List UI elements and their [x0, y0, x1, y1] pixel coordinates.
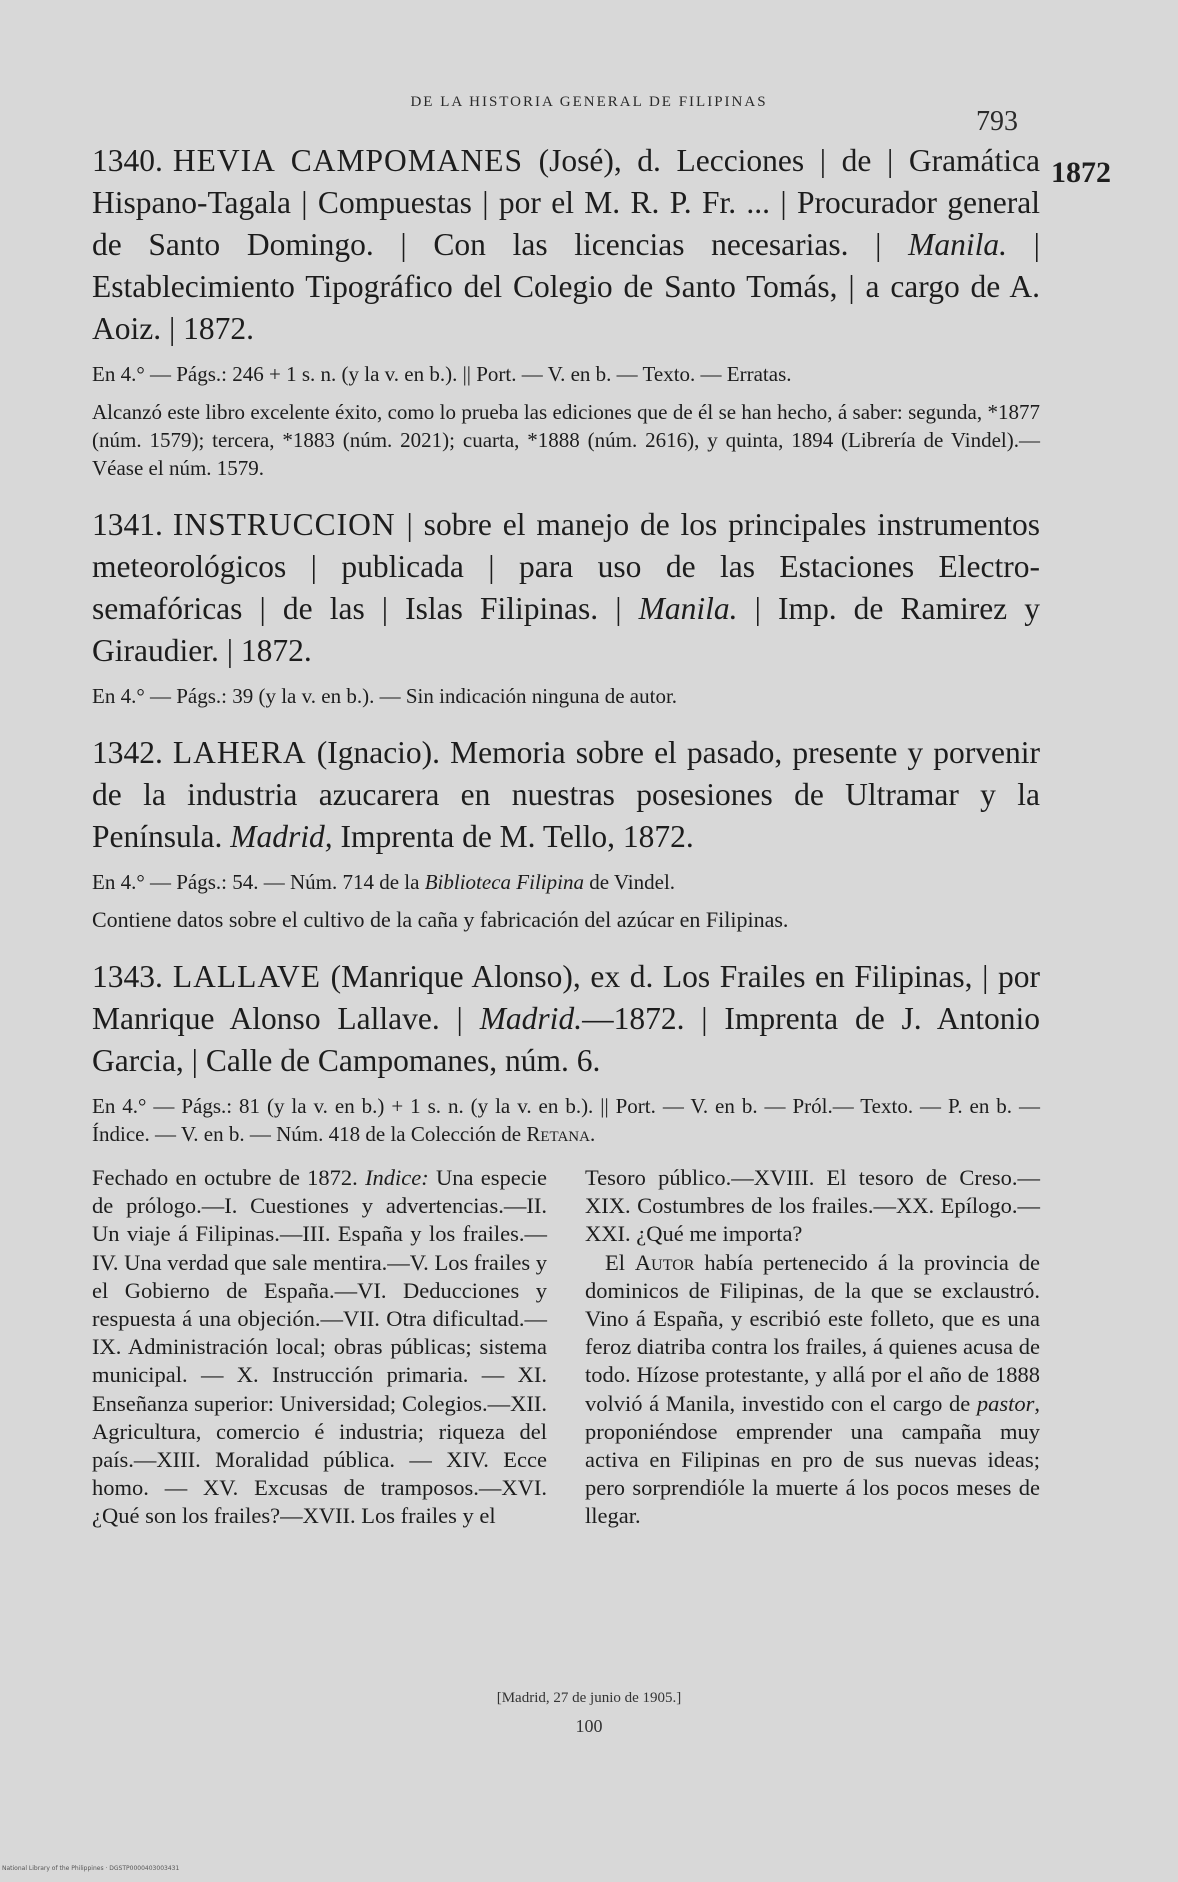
entry-heading: [92, 504, 1040, 672]
entry-1343: [92, 956, 1040, 1531]
entry-title: | sobre el manejo de los principales instrumentos meteorológicos | publicada | para uso de las Estaciones Electro-semafóricas | de las | Islas Filipinas. |: [92, 507, 1040, 626]
entry-author: LALLAVE: [172, 959, 322, 994]
entry-number: 1343.: [92, 959, 163, 994]
right-text-end: , proponiéndose emprender una campaña muy activa en Filipinas en pro de sus nuevas ideas; pero sorprendióle la muerte á los pocos meses de llegar.: [585, 1390, 1040, 1529]
entry-title: (Manrique Alonso), ex d. Los Frailes en Filipinas, | por Manrique Alonso Lallave. |: [92, 959, 1040, 1036]
entry-note: Contiene datos sobre el cultivo de la caña y fabricación del azúcar en Filipinas.: [92, 907, 789, 932]
running-title: DE LA HISTORIA GENERAL DE FILIPINAS: [410, 94, 768, 110]
entry-author: INSTRUCCION: [172, 507, 396, 542]
library-stamp: National Library of the Philippines · DGSTP0000403003431: [2, 1865, 180, 1872]
left-text-italic: Indice:: [365, 1165, 429, 1190]
imprint-line: [Madrid, 27 de junio de 1905.]: [496, 1690, 682, 1706]
entry-1341: [92, 504, 1040, 710]
signature-mark: 100: [575, 1716, 603, 1736]
entry-place: Madrid,: [230, 819, 333, 854]
entry-heading: [92, 732, 1040, 858]
description-text: En 4.° — Págs.: 54. — Núm. 714 de la: [92, 870, 425, 894]
description-text-end: de Vindel.: [583, 870, 676, 894]
right-column-para-2: [585, 1249, 1040, 1531]
left-column: [92, 1164, 547, 1531]
margin-year: 1872: [1051, 156, 1111, 189]
entry-rest: | Imp. de Ramirez y Giraudier. | 1872.: [92, 591, 1040, 668]
entry-title: (José), d. Lecciones | de | Gramática Hispano-Tagala | Compuestas | por el M. R. P. Fr. ... | Procurador general de Santo Domingo. | Con las licencias necesarias. |: [92, 143, 1041, 262]
right-column-para-1: Tesoro público.—XVIII. El tesoro de Creso.—XIX. Costumbres de los frailes.—XX. Epílogo.—XXI. ¿Qué me importa?: [585, 1165, 1040, 1247]
entry-place: Manila.: [908, 227, 1007, 262]
page-number: 793: [976, 106, 1018, 137]
entry-1340: [92, 140, 1040, 482]
entry-description: En 4.° — Págs.: 39 (y la v. en b.). — Sin indicación ninguna de autor.: [92, 684, 678, 708]
right-column: [585, 1164, 1040, 1531]
entries-list: [92, 140, 1040, 1553]
entry-note: Alcanzó este libro excelente éxito, como lo prueba las ediciones que de él se han hecho, á saber: segunda, *1877 (núm. 1579); tercera, *1883 (núm. 2021); cuarta, *1888 (núm. 2616), y quinta, 1894 (Librería de Vindel).—Véase el núm. 1579.: [92, 400, 1040, 480]
entry-rest: Imprenta de M. Tello, 1872.: [332, 819, 694, 854]
entry-number: 1341.: [92, 507, 163, 542]
right-text-start: El: [605, 1249, 635, 1275]
left-column-text: [92, 1164, 547, 1531]
description-smallcaps: Retana.: [526, 1122, 596, 1146]
two-column-notes: [92, 1164, 1040, 1531]
left-text-start: Fechado en octubre de 1872.: [92, 1165, 366, 1190]
entry-title: (Ignacio). Memoria sobre el pasado, presente y porvenir de la industria azucarera en nuestras posesiones de Ultramar y la Península.: [92, 735, 1040, 854]
description-italic: Biblioteca Filipina: [424, 870, 584, 894]
right-text-smallcaps: Autor: [634, 1249, 695, 1275]
entry-description: [92, 1092, 1040, 1148]
entry-heading: [92, 140, 1040, 350]
entry-place: Manila.: [638, 591, 738, 626]
entry-author: HEVIA CAMPOMANES: [172, 143, 523, 178]
entry-number: 1340.: [92, 143, 163, 178]
left-text-body: Una especie de prólogo.—I. Cuestiones y advertencias.—II. Un viaje á Filipinas.—III. España y los frailes.—IV. Una verdad que sale mentira.—V. Los frailes y el Gobierno de España.—VI. Deducciones y respuesta á una objeción.—VII. Otra dificultad.—IX. Administración local; obras públicas; sistema municipal. — X. Instrucción primaria. — XI. Enseñanza superior: Universidad; Colegios.—XII. Agricultura, comercio é industria; riqueza del país.—XIII. Moralidad pública. — XIV. Ecce homo. — XV. Excusas de tramposos.—XVI. ¿Qué son los frailes?—XVII. Los frailes y el: [92, 1165, 547, 1529]
entry-description: [92, 868, 1040, 896]
entry-1342: [92, 732, 1040, 934]
entry-heading: [92, 956, 1040, 1082]
description-text: En 4.° — Págs.: 81 (y la v. en b.) + 1 s. n. (y la v. en b.). || Port. — V. en b. — Pról.— Texto. — P. en b. — Índice. — V. en b. — Núm. 418 de la Colección de: [92, 1094, 1040, 1146]
entry-place: Madrid.: [479, 1001, 583, 1036]
entry-rest: —1872. | Imprenta de J. Antonio Garcia, | Calle de Campomanes, núm. 6.: [92, 1001, 1040, 1078]
right-text-italic: pastor: [976, 1390, 1035, 1416]
entry-author: LAHERA: [172, 735, 307, 770]
entry-description: En 4.° — Págs.: 246 + 1 s. n. (y la v. en b.). || Port. — V. en b. — Texto. — Erratas.: [92, 362, 792, 386]
right-text-body: había pertenecido á la provincia de dominicos de Filipinas, de la que se exclaustró. Vino á España, y escribió este folleto, que es una feroz diatriba contra los frailes, á quienes acusa de todo. Hízose protestante, y allá por el año de 1888 volvió á Manila, investido con el cargo de: [585, 1249, 1040, 1416]
entry-number: 1342.: [92, 735, 163, 770]
entry-rest: | Establecimiento Tipográfico del Colegio de Santo Tomás, | a cargo de A. Aoiz. | 1872.: [92, 227, 1040, 346]
